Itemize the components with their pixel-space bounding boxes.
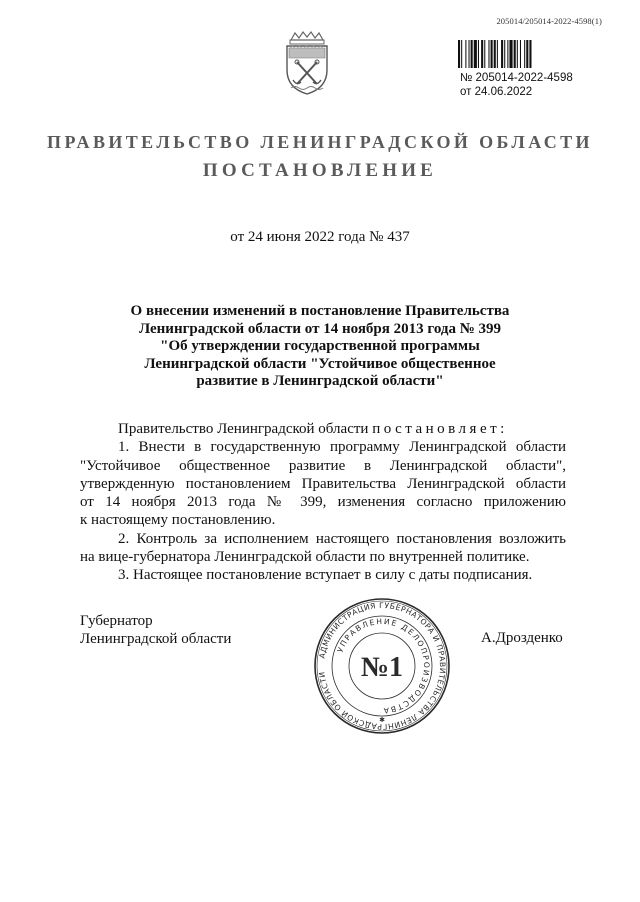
barcode-bar	[507, 40, 508, 68]
position-line: Ленинградской области	[80, 631, 232, 648]
barcode-bar	[529, 40, 531, 68]
title-line: развитие в Ленинградской области"	[196, 373, 444, 390]
barcode-bar	[501, 40, 503, 68]
decree-date-number: от 24 июня 2022 года № 437	[230, 229, 410, 245]
barcode-bar	[478, 40, 479, 68]
paragraph-1-line: 1. Внести в государственную программу Ленинградской области	[118, 439, 566, 456]
stamp-number: №1	[360, 652, 404, 683]
paragraph-3-line: 3. Настоящее постановление вступает в силу с даты подписания.	[118, 567, 533, 584]
coat-of-arms-icon	[281, 30, 333, 96]
title-line: Ленинградской области "Устойчивое общественное	[144, 355, 496, 372]
barcode-bar	[524, 40, 525, 68]
stamp-inner-text: УПРАВЛЕНИЕ ДЕЛОПРОИЗВОДСТВА	[335, 616, 432, 716]
title-line: Ленинградской области от 14 ноября 2013 года № 399	[138, 320, 502, 337]
stamp-star-icon: ✱	[379, 716, 385, 724]
barcode-bar	[509, 40, 512, 68]
barcode-bar	[504, 40, 505, 68]
barcode-bar	[481, 40, 483, 68]
barcode-bar	[484, 40, 485, 68]
barcode-bar	[526, 40, 528, 68]
paragraph-1-line: утвержденную постановлением Правительства Ленинградской области	[80, 475, 566, 492]
barcode-bar	[465, 40, 466, 68]
stamp-outer-text: АДМИНИСТРАЦИЯ ГУБЕРНАТОРА И ПРАВИТЕЛЬСТВА ЛЕНИНГРАДСКОЙ ОБЛАСТИ	[317, 600, 448, 732]
intro-verb: постановляет:	[372, 421, 508, 437]
barcode-bar	[491, 40, 493, 68]
decree-body	[80, 420, 566, 585]
barcode-bar	[458, 40, 460, 68]
decree-heading: ПОСТАНОВЛЕНИЕ	[202, 160, 438, 181]
government-heading: ПРАВИТЕЛЬСТВО ЛЕНИНГРАДСКОЙ ОБЛАСТИ	[47, 132, 593, 152]
barcode-bar	[461, 40, 462, 68]
registration-date: от 24.06.2022	[460, 86, 533, 98]
registration-number: № 205014-2022-4598	[460, 72, 573, 84]
position-line: Губернатор	[80, 613, 153, 629]
decree-title	[60, 303, 580, 391]
paragraph-2-line: 2. Контроль за исполнением настоящего постановления возложить	[118, 530, 566, 547]
barcode-bar	[471, 40, 473, 68]
barcode-icon	[458, 40, 574, 68]
barcode-bar	[520, 40, 521, 68]
barcode-bar	[494, 40, 496, 68]
barcode-bar	[469, 40, 470, 68]
intro-text: Правительство Ленинградской области	[118, 421, 369, 437]
title-line: "Об утверждении государственной программы	[160, 338, 480, 355]
barcode-bar	[474, 40, 477, 68]
barcode-bar	[517, 40, 518, 68]
barcode-bar	[514, 40, 516, 68]
signatory-name: А.Дрозденко	[481, 630, 563, 646]
title-line: О внесении изменений в постановление Правительства	[130, 303, 510, 319]
paragraph-2-line: на вице-губернатора Ленинградской области по внутренней политике.	[80, 549, 530, 566]
barcode-bar	[488, 40, 489, 68]
official-stamp-icon	[312, 596, 452, 736]
barcode-bar	[497, 40, 498, 68]
paragraph-1-line: к настоящему постановлению.	[80, 512, 276, 529]
paragraph-1-line: "Устойчивое общественное развитие в Ленинградской области",	[80, 457, 566, 474]
paragraph-1-line: от 14 ноября 2013 года № 399, изменения согласно приложению	[80, 494, 566, 511]
signatory-position	[80, 612, 231, 649]
intro-line	[80, 420, 566, 438]
document-id: 205014/205014-2022-4598(1)	[496, 16, 602, 26]
